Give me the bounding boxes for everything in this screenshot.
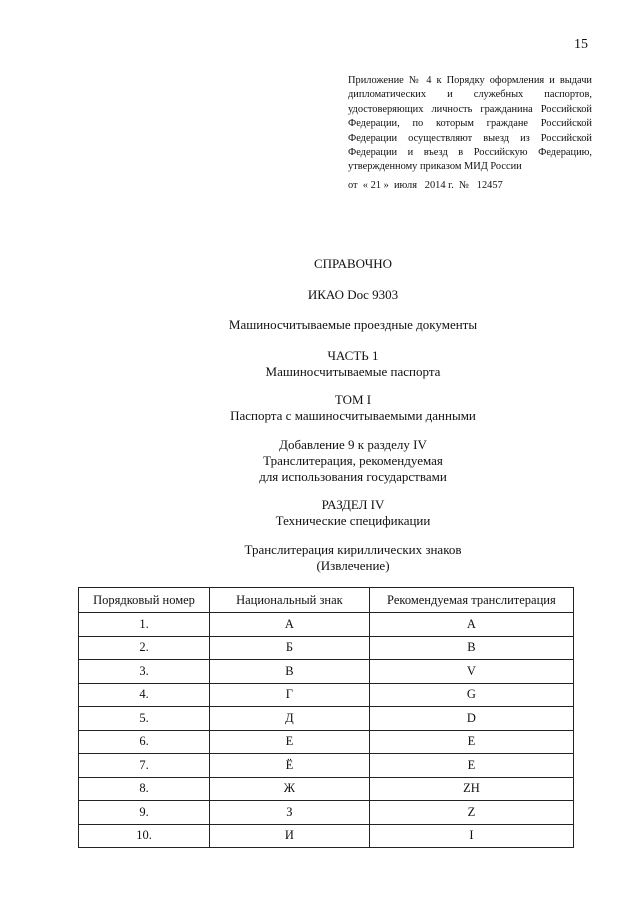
cell-national-sign: З xyxy=(210,801,370,825)
appendix-line: Федерации и въезд в Российскую Федерацию, xyxy=(348,147,592,159)
table-row xyxy=(79,613,574,637)
addendum-line: Транслитерация, рекомендуемая xyxy=(263,453,443,468)
transliteration-note: (Извлечение) xyxy=(316,558,390,573)
appendix-note xyxy=(348,74,592,175)
cell-national-sign: И xyxy=(210,824,370,848)
cell-ordinal: 9. xyxy=(79,801,210,825)
cell-transliteration: B xyxy=(369,636,573,660)
cell-national-sign: А xyxy=(210,613,370,637)
cell-ordinal: 10. xyxy=(79,824,210,848)
cell-transliteration: E xyxy=(369,730,573,754)
document-code: ИКАО Doc 9303 xyxy=(307,287,399,302)
transliteration-title: Транслитерация кириллических знаков xyxy=(244,542,462,557)
cell-national-sign: Г xyxy=(210,683,370,707)
section-subtitle: Технические спецификации xyxy=(275,513,431,528)
transliteration-block xyxy=(0,542,640,574)
order-date-line: от « 21 » июля 2014 г. № 12457 xyxy=(348,180,503,191)
cell-transliteration: D xyxy=(369,707,573,731)
part-block xyxy=(0,348,640,380)
cell-national-sign: Е xyxy=(210,730,370,754)
appendix-line: утвержденному приказом МИД России xyxy=(348,161,522,173)
cell-ordinal: 4. xyxy=(79,683,210,707)
section-title: РАЗДЕЛ IV xyxy=(321,497,385,512)
header-ordinal: Порядковый номер xyxy=(79,588,210,613)
cell-transliteration: V xyxy=(369,660,573,684)
appendix-line: Приложение № 4 к Порядку оформления и выдачи xyxy=(348,75,592,86)
cell-ordinal: 1. xyxy=(79,613,210,637)
cell-transliteration: E xyxy=(369,754,573,778)
cell-transliteration: I xyxy=(369,824,573,848)
cell-national-sign: Б xyxy=(210,636,370,660)
addendum-block xyxy=(0,437,640,485)
section-block xyxy=(0,497,640,529)
table-row xyxy=(79,801,574,825)
volume-subtitle: Паспорта с машиносчитываемыми данными xyxy=(230,408,476,423)
cell-transliteration: Z xyxy=(369,801,573,825)
cell-national-sign: Ж xyxy=(210,777,370,801)
appendix-line: Федерации осуществляют выезд из Российской xyxy=(348,132,592,144)
cell-national-sign: Д xyxy=(210,707,370,731)
table-header-row xyxy=(79,588,574,613)
table-row xyxy=(79,636,574,660)
volume-title: ТОМ I xyxy=(334,392,372,407)
addendum-line: Добавление 9 к разделу IV xyxy=(279,437,427,452)
table-row xyxy=(79,754,574,778)
cell-ordinal: 5. xyxy=(79,707,210,731)
cell-ordinal: 8. xyxy=(79,777,210,801)
reference-heading: СПРАВОЧНО xyxy=(314,256,392,271)
cell-national-sign: В xyxy=(210,660,370,684)
table-row xyxy=(79,730,574,754)
page-number: 15 xyxy=(574,37,588,52)
appendix-line: Федерации, по которым граждане Российской xyxy=(348,118,592,130)
table-row xyxy=(79,824,574,848)
document-subject: Машиносчитываемые проездные документы xyxy=(228,317,478,332)
transliteration-table xyxy=(78,587,574,848)
table-row xyxy=(79,707,574,731)
cell-transliteration: ZH xyxy=(369,777,573,801)
table-row xyxy=(79,777,574,801)
cell-ordinal: 6. xyxy=(79,730,210,754)
appendix-line: удостоверяющих личность гражданина Российской xyxy=(348,103,592,115)
addendum-line: для использования государствами xyxy=(259,469,447,484)
cell-ordinal: 2. xyxy=(79,636,210,660)
table-row xyxy=(79,683,574,707)
cell-transliteration: A xyxy=(369,613,573,637)
volume-block xyxy=(0,392,640,424)
part-subtitle: Машиносчитываемые паспорта xyxy=(265,364,441,379)
table-row xyxy=(79,660,574,684)
appendix-line: дипломатических и служебных паспортов, xyxy=(348,89,592,101)
part-title: ЧАСТЬ 1 xyxy=(327,348,379,363)
cell-transliteration: G xyxy=(369,683,573,707)
header-national-sign: Национальный знак xyxy=(210,588,370,613)
cell-national-sign: Ё xyxy=(210,754,370,778)
cell-ordinal: 3. xyxy=(79,660,210,684)
cell-ordinal: 7. xyxy=(79,754,210,778)
header-transliteration: Рекомендуемая транслитерация xyxy=(369,588,573,613)
